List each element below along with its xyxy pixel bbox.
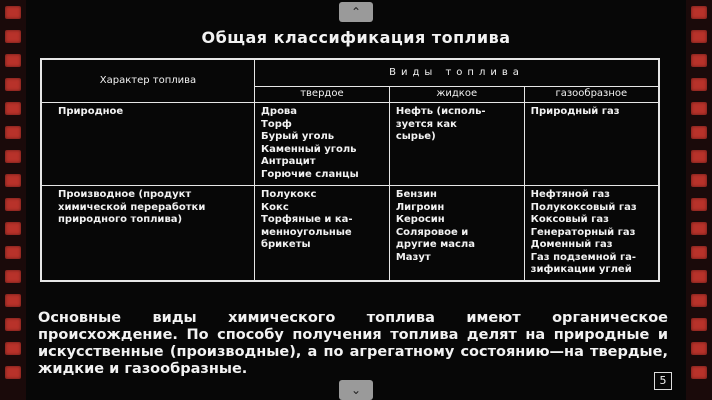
film-perforation	[5, 102, 21, 115]
list-item: сырье)	[395, 131, 436, 142]
film-perforation	[691, 342, 707, 355]
list-item: другие масла	[395, 239, 475, 250]
cell-natural-liquid	[389, 103, 524, 186]
next-frame-button[interactable]	[339, 380, 373, 400]
list-item: Кокс	[261, 201, 289, 213]
list-item: Полукоксовый газ	[530, 201, 637, 213]
slide-title: Общая классификация топлива	[201, 28, 511, 47]
film-perforation	[691, 366, 707, 379]
list-item: брикеты	[261, 239, 311, 250]
film-perforation	[5, 294, 21, 307]
cell-derived-gas	[524, 186, 659, 281]
film-perforation	[691, 102, 707, 115]
list-item: Горючие сланцы	[261, 168, 359, 180]
classification-table	[40, 58, 660, 282]
list-item: Бурый уголь	[261, 131, 335, 142]
film-perforation	[5, 6, 21, 19]
list-item: Мазут	[395, 251, 431, 263]
header-gas: газообразное	[524, 87, 659, 103]
film-strip-right	[686, 0, 712, 400]
list-item: Каменный уголь	[261, 143, 357, 155]
list-item: Торф	[261, 118, 292, 130]
list-item: Полукокс	[261, 189, 317, 200]
header-fuel-kinds: Виды топлива	[255, 59, 660, 87]
list-item: Соляровое и	[395, 226, 469, 238]
list-item: зификации углей	[530, 264, 632, 275]
cell-natural-gas	[524, 103, 659, 186]
film-perforation	[5, 78, 21, 91]
page-number: 5	[654, 372, 672, 390]
cell-derived-liquid	[389, 186, 524, 281]
film-perforation	[691, 318, 707, 331]
film-perforation	[691, 150, 707, 163]
film-perforation	[5, 270, 21, 283]
list-item: Природный газ	[530, 106, 620, 117]
list-item: Коксовый газ	[530, 214, 609, 225]
film-perforation	[5, 150, 21, 163]
film-perforation	[691, 246, 707, 259]
list-item: Антрацит	[261, 156, 316, 167]
table-row-natural	[41, 103, 659, 186]
list-item: Генераторный газ	[530, 226, 636, 238]
list-item: Нефтяной газ	[530, 189, 610, 200]
row-label-natural: Природное	[41, 103, 255, 186]
list-item: Бензин	[395, 189, 437, 200]
list-item: Нефть (исполь-	[395, 106, 486, 117]
film-perforation	[691, 270, 707, 283]
film-perforation	[691, 222, 707, 235]
film-perforation	[5, 30, 21, 43]
film-perforation	[691, 126, 707, 139]
list-item: Лигроин	[395, 201, 445, 213]
list-item: Доменный газ	[530, 239, 613, 250]
list-item: Дрова	[261, 106, 298, 117]
film-perforation	[691, 294, 707, 307]
film-perforation	[5, 198, 21, 211]
film-perforation	[691, 54, 707, 67]
table-row-derived	[41, 186, 659, 281]
list-item: менноугольные	[261, 226, 352, 238]
header-solid: твердое	[255, 87, 390, 103]
chevron-down-icon: ⌄	[350, 383, 362, 397]
film-perforation	[5, 342, 21, 355]
film-perforation	[5, 366, 21, 379]
filmstrip-frame	[26, 0, 686, 400]
film-perforation	[5, 54, 21, 67]
chevron-up-icon: ⌃	[350, 5, 362, 19]
film-perforation	[691, 174, 707, 187]
film-perforation	[691, 198, 707, 211]
row-label-derived: Производное (продукт химической переработки природного топлива)	[41, 186, 255, 281]
film-perforation	[5, 174, 21, 187]
film-perforation	[691, 78, 707, 91]
film-perforation	[691, 30, 707, 43]
film-perforation	[5, 318, 21, 331]
header-liquid: жидкое	[389, 87, 524, 103]
film-perforation	[5, 126, 21, 139]
header-fuel-character: Характер топлива	[41, 59, 255, 103]
film-perforation	[691, 6, 707, 19]
cell-derived-solid	[255, 186, 390, 281]
film-perforation	[5, 246, 21, 259]
list-item: Газ подземной га-	[530, 251, 637, 263]
list-item: зуется как	[395, 118, 457, 130]
list-item: Керосин	[395, 214, 445, 225]
cell-natural-solid	[255, 103, 390, 186]
slide-caption: Основные виды химического топлива имеют органическое происхождение. По способу получения топлива делят на природные и искусственные (производные), а по агрегатному состоянию—на твердые, жидкие и газообразные.	[38, 310, 668, 377]
previous-frame-button[interactable]	[339, 2, 373, 22]
list-item: Торфяные и ка-	[261, 214, 353, 225]
film-strip-left	[0, 0, 26, 400]
film-perforation	[5, 222, 21, 235]
